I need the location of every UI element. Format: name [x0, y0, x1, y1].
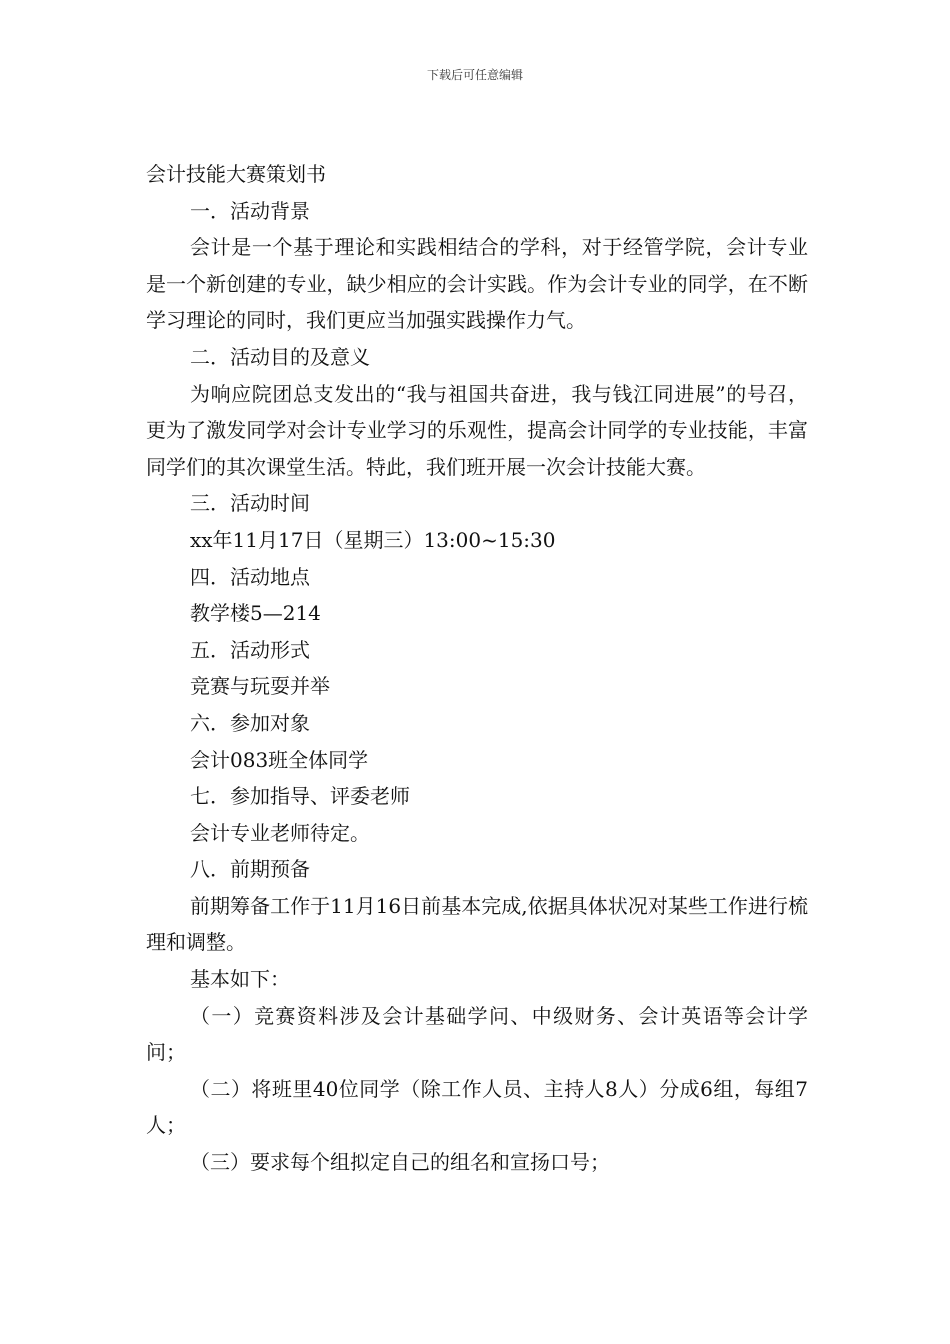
section-heading-participants: 六．参加对象: [190, 710, 310, 735]
section-heading-background: 一．活动背景: [190, 198, 310, 223]
page-header: 下载后可任意编辑: [426, 68, 523, 82]
section-heading-judges: 七．参加指导、评委老师: [190, 784, 410, 809]
paragraph-time: xx年11月17日（星期三）13:00~15:30: [190, 527, 556, 552]
paragraph-location: 教学楼5—214: [190, 601, 321, 626]
list-item-1: （一）竞赛资料涉及会计基础学问、中级财务、会计英语等会计学问；: [146, 1003, 808, 1065]
paragraph-purpose: 为响应院团总支发出的“我与祖国共奋进，我与钱江同进展”的号召，更为了激发同学对会计专业学习的乐观性，提高会计同学的专业技能，丰富同学们的其次课堂生活。特此，我们班开展一次会计技能大赛。: [146, 381, 808, 479]
paragraph-participants: 会计083班全体同学: [190, 747, 369, 772]
section-heading-time: 三．活动时间: [190, 491, 310, 516]
list-item-2: （二）将班里40位同学（除工作人员、主持人8人）分成6组，每组7人；: [146, 1076, 808, 1138]
document-body: [146, 156, 808, 1181]
list-item-3: （三）要求每个组拟定自己的组名和宣扬口号；: [190, 1150, 610, 1175]
section-heading-location: 四．活动地点: [190, 564, 310, 589]
section-heading-preparation: 八．前期预备: [190, 857, 310, 882]
section-heading-format: 五．活动形式: [190, 637, 310, 662]
paragraph-preparation: 前期筹备工作于11月16日前基本完成,依据具体状况对某些工作进行梳理和调整。: [146, 893, 808, 955]
section-heading-purpose: 二．活动目的及意义: [190, 344, 370, 369]
paragraph-format: 竞赛与玩耍并举: [190, 674, 330, 699]
paragraph-background: 会计是一个基于理论和实践相结合的学科，对于经管学院，会计专业是一个新创建的专业，缺少相应的会计实践。作为会计专业的同学，在不断学习理论的同时，我们更应当加强实践操作力气。: [146, 235, 808, 333]
paragraph-basic: 基本如下：: [190, 967, 290, 992]
paragraph-judges: 会计专业老师待定。: [190, 820, 370, 845]
document-title: 会计技能大赛策划书: [146, 162, 326, 186]
